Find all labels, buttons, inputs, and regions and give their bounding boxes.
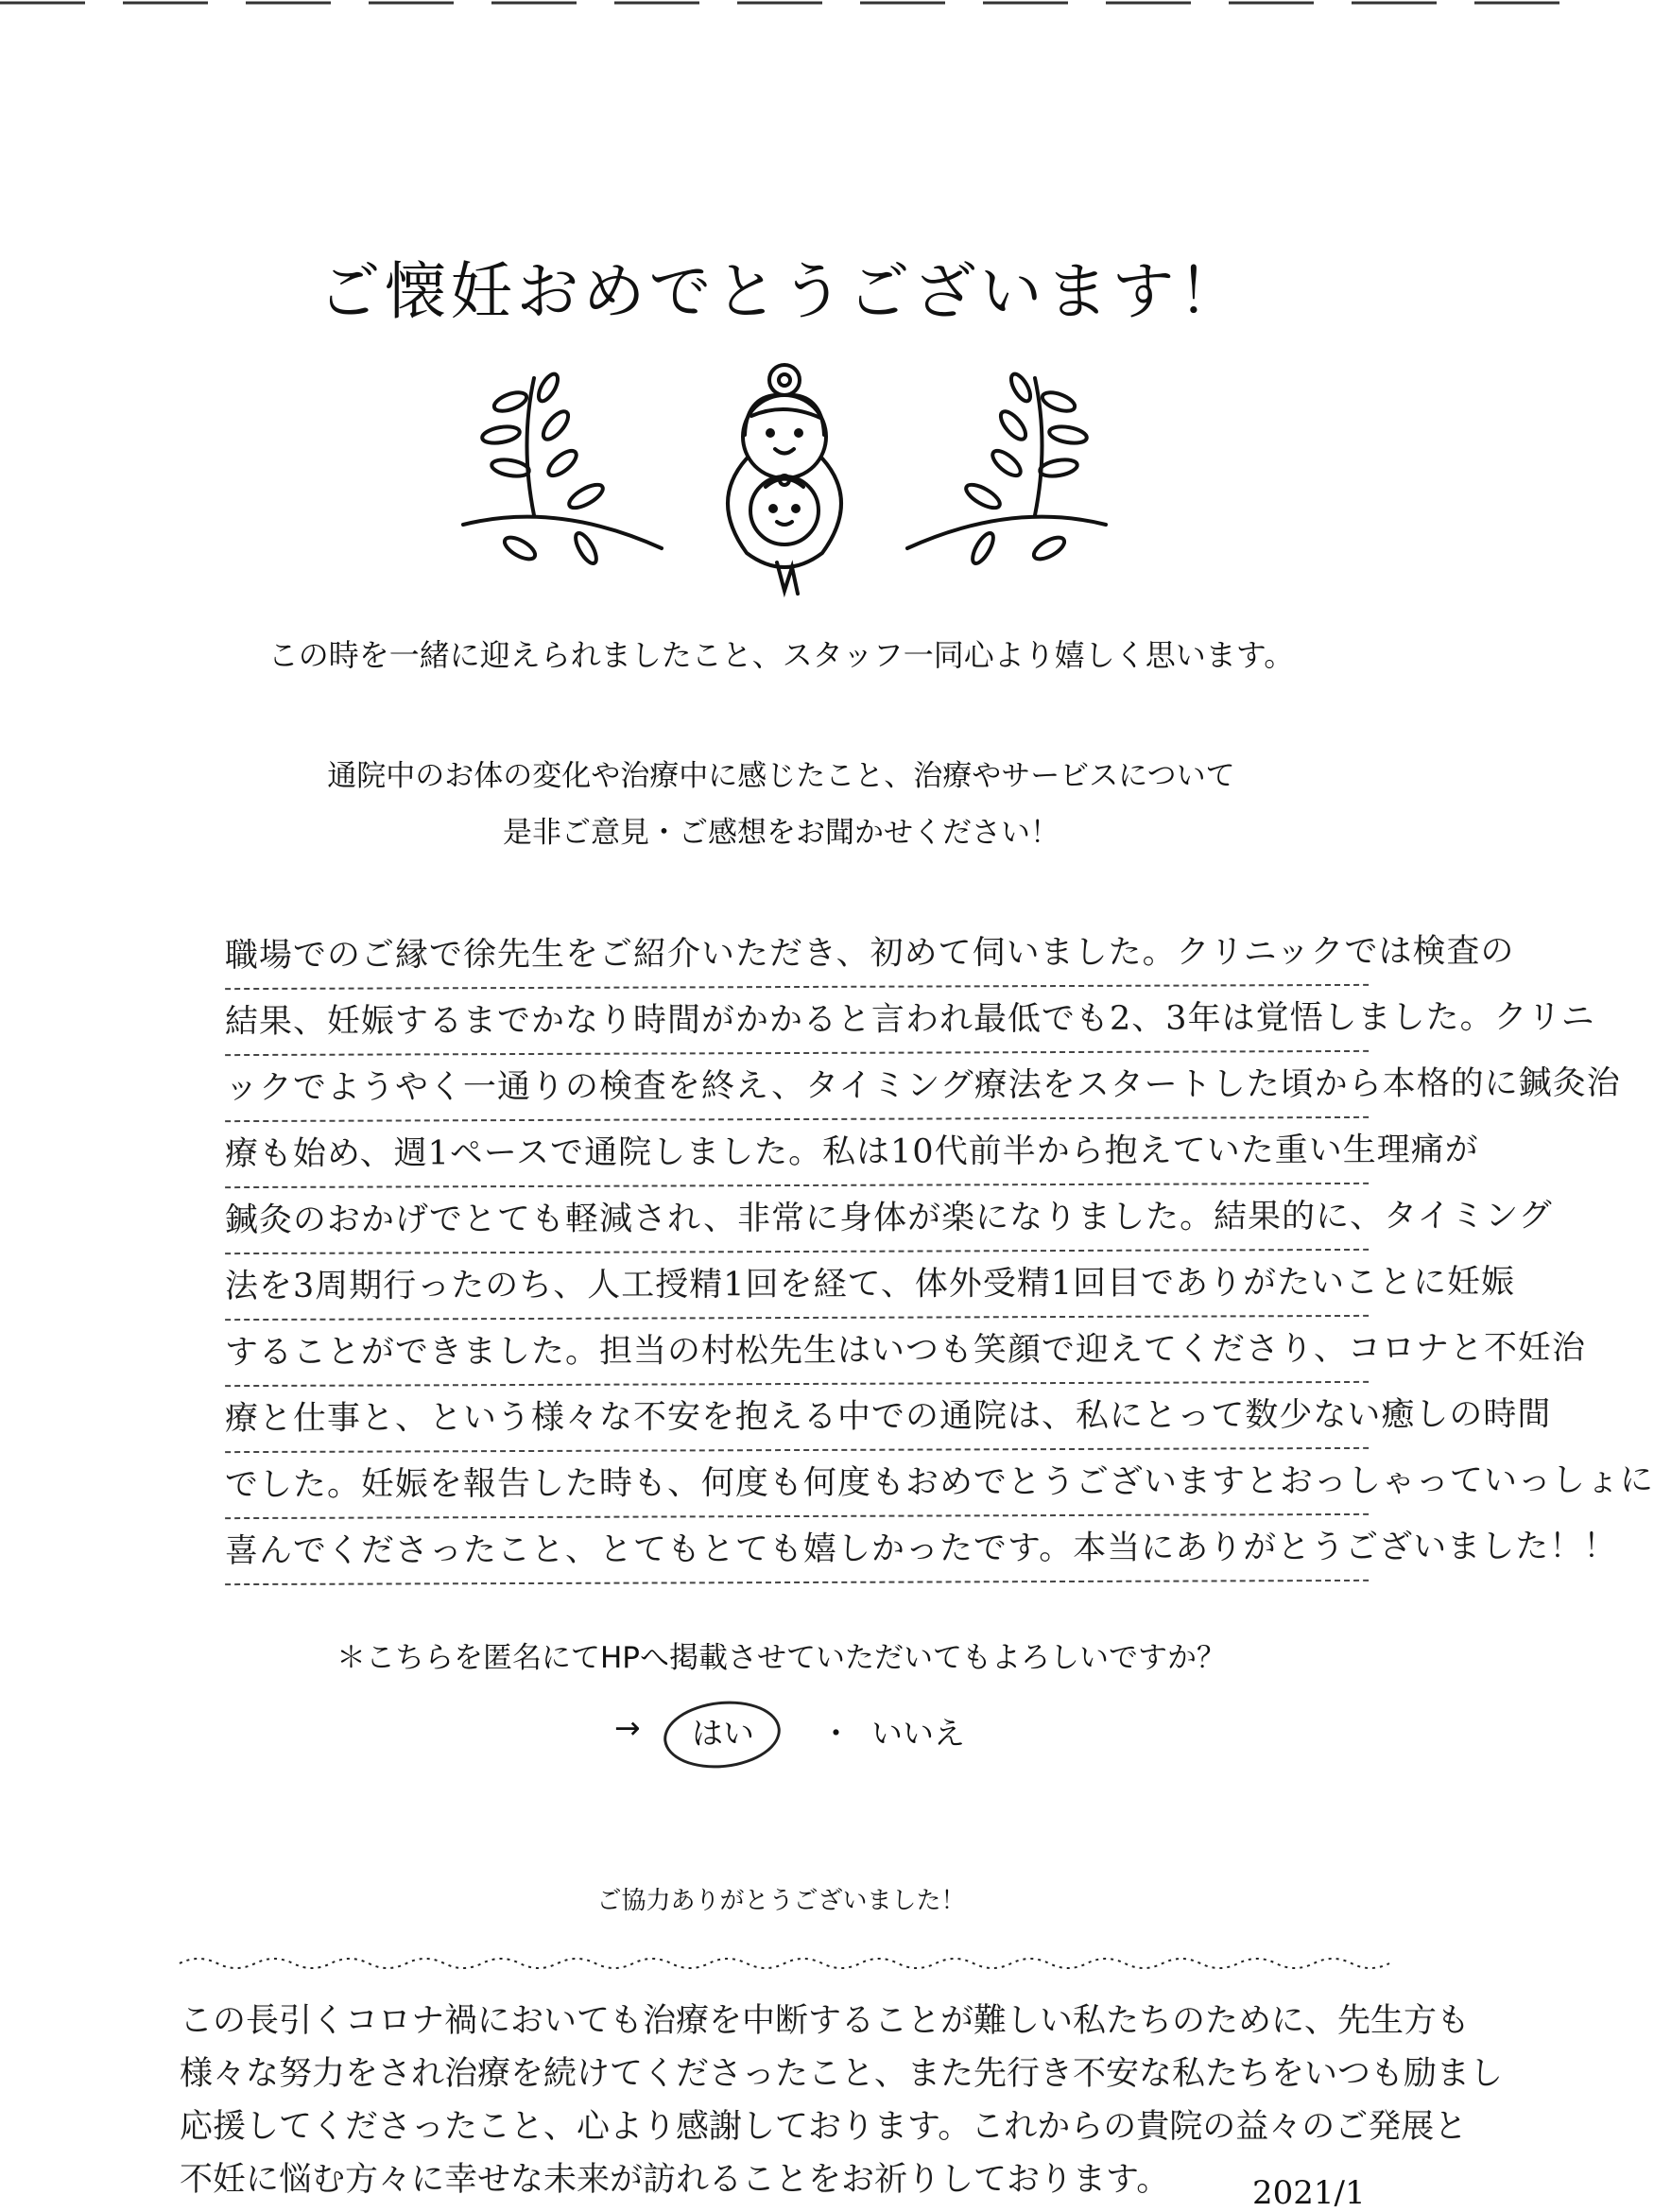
baby-icon	[750, 475, 818, 594]
comment-line: でした。妊娠を報告した時も、何度も何度もおめでとうございますとおっしゃっていっしょに	[225, 1449, 1369, 1519]
comment-line: ックでようやく一通りの検査を終え、タイミング療法をスタートした頃から本格的に鍼灸治	[225, 1052, 1369, 1122]
top-edge-rule	[0, 0, 1562, 6]
consent-options	[614, 1702, 1011, 1768]
closing-line: 様々な努力をされ治療を続けてくださったこと、また先行き不安な私たちをいつも励まし	[180, 2055, 1504, 2093]
comment-line: 療も始め、週1ペースで通院しました。私は10代前半から抱えていた重い生理痛が	[225, 1118, 1369, 1188]
closing-handwritten-message	[180, 1995, 1504, 2206]
right-laurel-icon	[907, 372, 1106, 566]
left-laurel-icon	[463, 372, 662, 566]
consent-yes-option[interactable]: はい	[692, 1715, 754, 1752]
comment-line: 鍼灸のおかげでとても軽減され、非常に身体が楽になりました。結果的に、タイミング	[225, 1184, 1369, 1254]
consent-question: ＊こちらを匿名にてHPへ掲載させていただいてもよろしいですか？	[336, 1641, 1226, 1675]
request-line-2: 是非ご意見・ご感想をお聞かせください！	[503, 816, 1060, 850]
closing-line: この長引くコロナ禍においても治療を中断することが難しい私たちのために、先生方も	[180, 2002, 1471, 2040]
closing-line: 応援してくださったこと、心より感謝しております。これからの貴院の益々のご発展と	[180, 2108, 1468, 2146]
handwritten-comment	[224, 922, 1654, 1583]
closing-line: 不妊に悩む方々に幸せな未来が訪れることをお祈りしております。	[180, 2161, 1170, 2199]
comment-line: 法を3周期行ったのち、人工授精1回を経て、体外受精1回目でありがたいことに妊娠	[225, 1251, 1369, 1321]
arrow-icon: →	[614, 1709, 641, 1746]
comment-line: することができました。担当の村松先生はいつも笑顔で迎えてくださり、コロナと不妊治	[225, 1317, 1369, 1387]
thanks-message: ご協力ありがとうございました！	[596, 1887, 966, 1915]
comment-line: 喜んでくださったこと、とてもとても嬉しかったです。本当にありがとうございました！！	[225, 1515, 1369, 1585]
comment-line: 療と仕事と、という様々な不安を抱える中での通院は、私にとって数少ない癒しの時間	[225, 1383, 1369, 1453]
comment-line: 結果、妊娠するまでかなり時間がかかると言われ最低でも2、3年は覚悟しました。クリニ	[225, 986, 1369, 1056]
handwritten-date: 2021/1	[1252, 2174, 1366, 2212]
mother-icon	[728, 365, 841, 567]
comment-line: 職場でのご縁で徐先生をご紹介いただき、初めて伺いました。クリニックでは検査の	[225, 920, 1369, 990]
page-title: ご懐妊おめでとうございます！	[318, 255, 1245, 328]
mother-and-baby-with-laurel-icon	[444, 359, 1125, 596]
wavy-divider	[180, 1949, 1399, 1978]
consent-no-option[interactable]: いいえ	[871, 1715, 965, 1752]
option-separator: ・	[820, 1715, 852, 1752]
lead-message: この時を一緒に迎えられましたこと、スタッフ一同心より嬉しく思います。	[267, 637, 1295, 673]
request-line-1: 通院中のお体の変化や治療中に感じたこと、治療やサービスについて	[327, 759, 1235, 793]
